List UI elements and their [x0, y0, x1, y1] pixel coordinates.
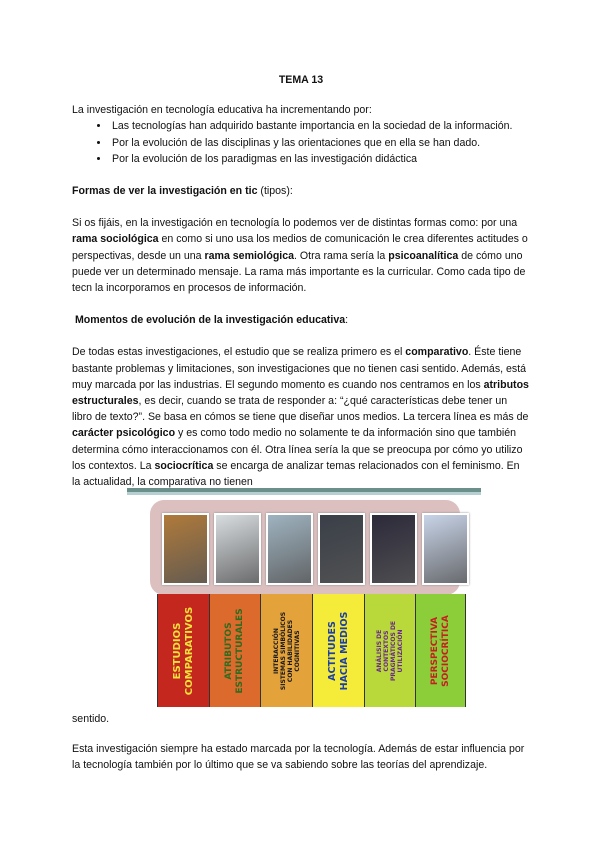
- bold-term: atributos estructurales: [72, 378, 529, 408]
- stage-column: [260, 594, 313, 707]
- stage-column: [209, 594, 261, 707]
- text-run: Si os fijáis, en la investigación en tecnología lo podemos ver de distintas formas como: por una: [72, 217, 518, 230]
- document-photo: [214, 513, 261, 585]
- photo-strip: [150, 500, 460, 595]
- stage-label: ACTITUDES HACIA MEDIOS: [326, 611, 350, 690]
- text-run: De todas estas investigaciones, el estudio que se realiza primero es el: [72, 346, 406, 359]
- classroom-photo: [266, 513, 313, 585]
- section-heading-text: Formas de ver la investigación en tic: [72, 185, 258, 198]
- stage-label: ATRIBUTOS ESTRUCTURALES: [224, 607, 245, 694]
- text-run: . Otra rama sería la: [294, 249, 389, 262]
- stage-column: [157, 594, 210, 707]
- evolution-figure: [127, 488, 481, 701]
- list-item: • Por la evolución de las disciplinas y las orientaciones que en ella se han dado.: [110, 135, 530, 151]
- stage-column: [312, 594, 365, 707]
- bold-term: rama semiológica: [204, 249, 295, 262]
- stage-label: ANÁLISIS DE CONTEXTOS PRAGMÁTICOS DE UTILIZACIÓN: [376, 620, 404, 681]
- page-title: TEMA 13: [278, 74, 324, 86]
- text-run: de cómo uno puede ver un determinado mensaje. La rama más importante es la curricular. Como cada tipo de tecn la incorporamos en procesos de información.: [72, 249, 526, 295]
- paragraph-momentos: [72, 344, 530, 490]
- text-run: se encarga de analizar temas relacionados con el feminismo. En la actualidad, la comparativa no tienen: [72, 459, 520, 489]
- intro-text: La investigación en tecnología educativa ha incrementando por:: [72, 104, 372, 117]
- list-item: • Por la evolución de los paradigmas en las investigación didáctica: [110, 151, 530, 167]
- reasons-list: [72, 118, 530, 167]
- section-heading-text: Momentos de evolución de la investigación educativa: [74, 314, 346, 327]
- section-heading-suffix: (tipos):: [257, 185, 293, 198]
- stage-label: ESTUDIOS COMPARATIVOS: [171, 606, 195, 695]
- social-media-icons-photo: [422, 513, 469, 585]
- list-item: • Las tecnologías han adquirido bastante importancia en la sociedad de la información.: [110, 118, 530, 134]
- bold-term: rama sociológica: [72, 233, 159, 246]
- text-run: y es como todo medio no solamente te da información sino que también determina cómo interaccionamos con él. Otra línea sería la que se preocupa por cómo yo utilizo los contextos. La: [72, 427, 523, 472]
- stage-label: INTERACCIÓN SISTEMAS SIMBÓLICOS CON HABILIDADES COGNITIVAS: [272, 611, 301, 690]
- bold-term: psicoanalítica: [388, 249, 459, 262]
- document-body: [72, 72, 530, 490]
- stage-label: PERSPECTIVA SOCIOCRÍTICA: [429, 614, 451, 687]
- mobile-phone-photo: [318, 513, 365, 585]
- text-run: , es decir, cuando se trata de responder a: “¿qué características debe tener un libro de texto?”. Se basa en cómos se tiene que diseñar unos medios. La tercera línea es más de: [72, 395, 529, 424]
- paragraph-continuation: sentido.: [72, 713, 110, 725]
- bold-term: comparativo: [405, 346, 469, 359]
- section-heading-momentos: [72, 312, 530, 328]
- text-run: . Éste tiene bastante problemas y limitaciones, son investigaciones que no tienen casi sentido. Además, está muy marcada por las industrias. El segundo momento es cuando nos centramos en los: [72, 346, 527, 391]
- text-run: en como si uno usa los medios de comunicación le crea diferentes actitudes o perspectivas, desde un una: [72, 233, 528, 262]
- paragraph-closing: Esta investigación siempre ha estado marcada por la tecnología. Además de estar influencia por la tecnología también por lo último que se va sabiendo sobre las teorías del aprendizaje.: [72, 743, 525, 772]
- stage-column: [364, 594, 416, 707]
- books-photo: [162, 513, 209, 585]
- paragraph-formas: [72, 215, 530, 296]
- bold-term: carácter psicológico: [72, 427, 176, 440]
- stage-column: [415, 594, 466, 707]
- person-photo: [370, 513, 417, 585]
- bold-term: sociocrítica: [154, 459, 214, 472]
- section-heading-suffix: :: [345, 314, 349, 327]
- section-heading-formas: [72, 183, 530, 199]
- figure-background: [127, 495, 481, 701]
